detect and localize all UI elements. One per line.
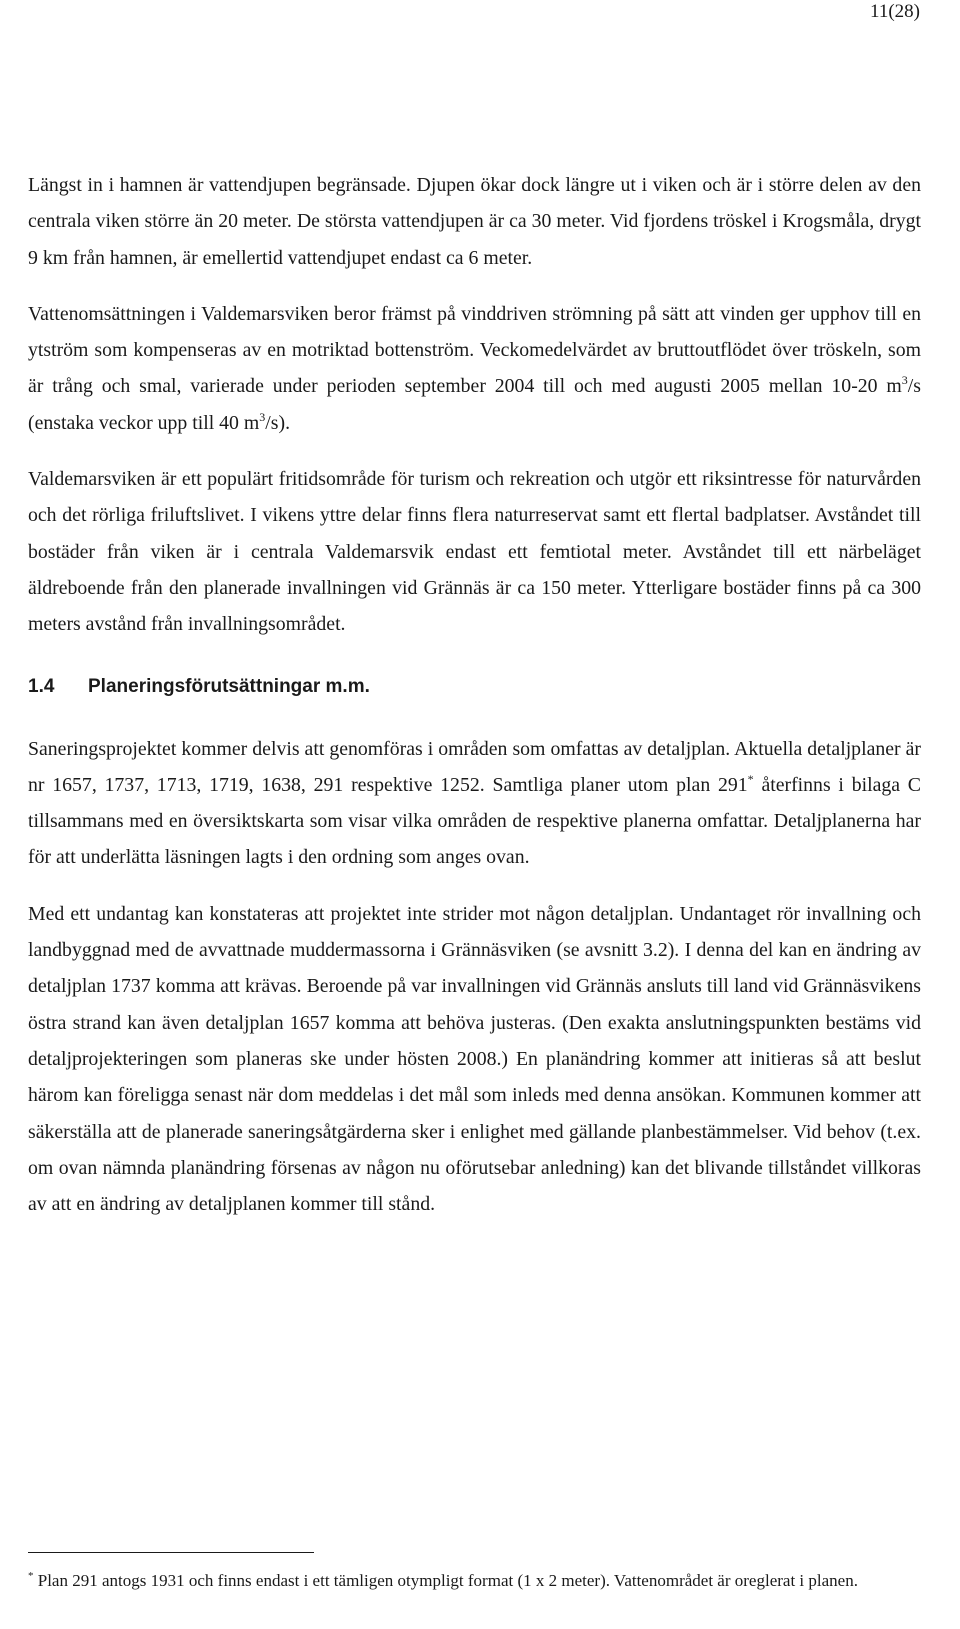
- section-number: 1.4: [28, 675, 55, 697]
- footnote-divider: [28, 1552, 314, 1553]
- paragraph-text: återfinns i bilaga C tillsammans med en översiktskarta som visar vilka områden de respektive planerna omfattar. Detaljplanerna har för att underlätta läsningen lagts i den ordning som anges ovan.: [28, 773, 921, 869]
- section-heading: [28, 669, 921, 705]
- paragraph-recreation: Valdemarsviken är ett populärt fritidsområde för turism och rekreation och utgör ett riksintresse för naturvården och det rörliga friluftslivet. I vikens yttre delar finns flera naturreservat samt ett flertal badplatser. Avståndet till bostäder från viken är i centrala Valdemarsvik endast ett femtiotal meter. Avståndet till ett närbeläget äldreboende från den planerade invallningen vid Grännäs är ca 150 meter. Ytterligare bostäder finns på ca 300 meters avstånd från invallningsområdet.: [28, 468, 921, 636]
- footnote: [28, 1568, 921, 1593]
- paragraph-detail-plans: [28, 731, 921, 876]
- footnote-text: Plan 291 antogs 1931 och finns endast i ett tämligen otympligt format (1 x 2 meter). Vattenområdet är oreglerat i planen.: [33, 1571, 858, 1590]
- paragraph-text: Vattenomsättningen i Valdemarsviken beror främst på vinddriven strömning på sätt att vinden ger upphov till en ytström som kompenseras av en motriktad bottenström. Veckomedelvärdet av bruttoutflödet över tröskeln, som är trång och smal, varierade under perioden september 2004 till och med augusti 2005 mellan 10-20 m: [28, 302, 921, 398]
- paragraph-plan-exception: Med ett undantag kan konstateras att projektet inte strider mot någon detaljplan. Undantaget rör invallning och landbyggnad med de avvattnade muddermassorna i Grännäsviken (se avsnitt 3.2). I denna del kan en ändring av detaljplan 1737 komma att krävas. Beroende på var invallningen vid Grännäs ansluts till land vid Grännäsvikens östra strand kan även detaljplan 1657 komma att behöva justeras. (Den exakta anslutningspunkten bestäms vid detaljprojekteringen som planeras ske under hösten 2008.) En planändring kommer att initieras så att beslut härom kan föreligga senast när dom meddelas i det mål som inleds med denna ansökan. Kommunen kommer att säkerställa att de planerade saneringsåtgärderna sker i enlighet med gällande planbestämmelser. Vid behov (t.ex. om ovan nämnda planändring försenas av någon nu oförutsebar anledning) kan det blivande tillståndet villkoras av att en ändring av detaljplanen kommer till stånd.: [28, 902, 921, 1216]
- page-number: 11(28): [870, 1, 920, 22]
- section-title: Planeringsförutsättningar m.m.: [88, 675, 370, 697]
- paragraph-water-exchange: [28, 296, 921, 441]
- superscript: 3: [259, 409, 266, 424]
- superscript: 3: [901, 373, 908, 388]
- paragraph-text: Saneringsprojektet kommer delvis att genomföras i områden som omfattas av detaljplan. Aktuella detaljplaner är nr 1657, 1737, 1713, 1719, 1638, 291 respektive 1252. Samtliga planer utom plan 291: [28, 737, 921, 796]
- paragraph-text: /s (enstaka veckor upp till 40 m: [28, 375, 921, 434]
- footnote-marker: *: [28, 1570, 34, 1582]
- footnote-reference: *: [747, 771, 754, 786]
- paragraph-text: /s).: [265, 411, 291, 434]
- document-body: [28, 167, 921, 1222]
- paragraph-water-depth: Längst in i hamnen är vattendjupen begränsade. Djupen ökar dock längre ut i viken och är i större delen av den centrala viken större än 20 meter. De största vattendjupen är ca 30 meter. Vid fjordens tröskel i Krogsmåla, drygt 9 km från hamnen, är emellertid vattendjupet endast ca 6 meter.: [28, 174, 921, 269]
